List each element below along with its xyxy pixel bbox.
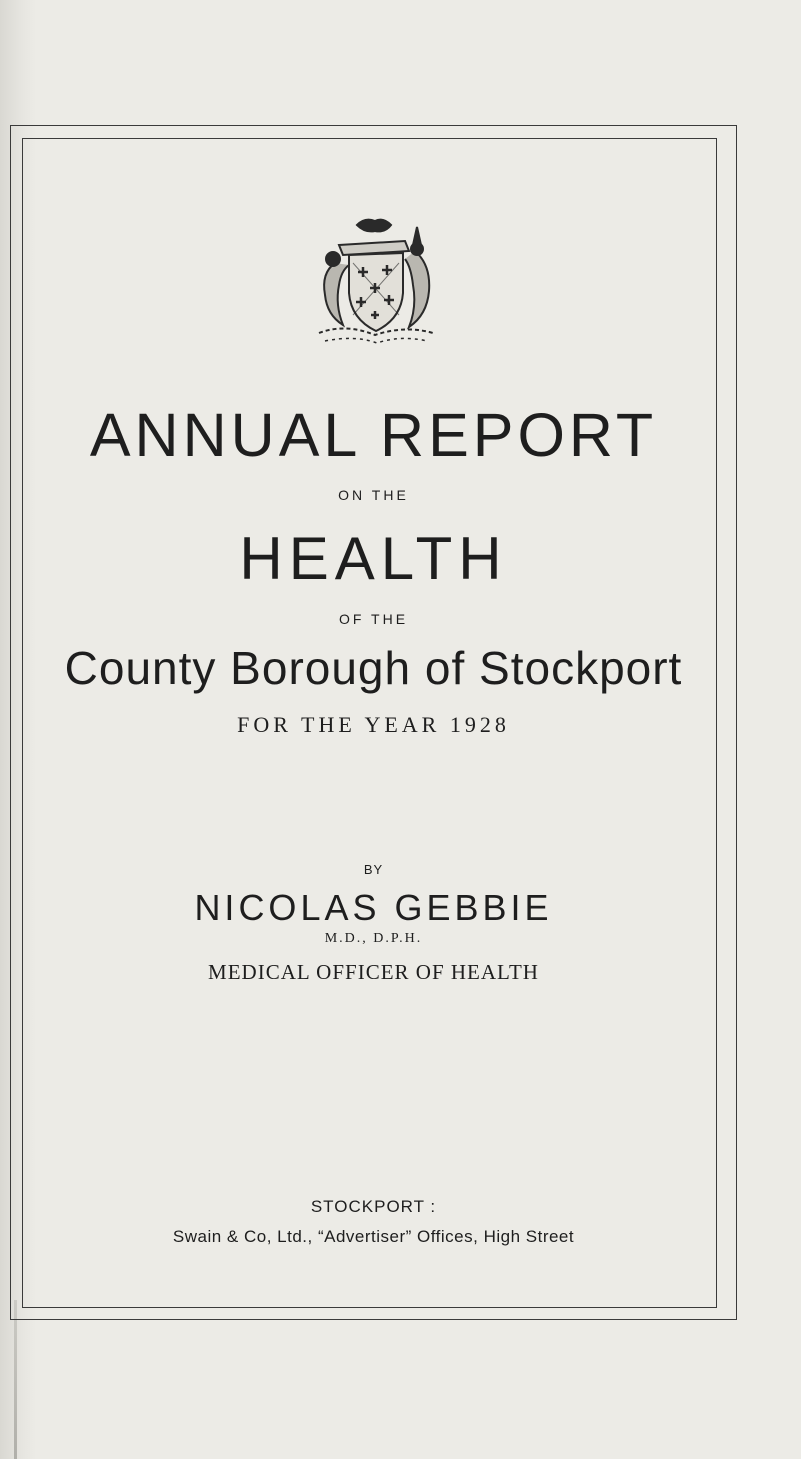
by-label: BY	[363, 862, 384, 877]
report-year: FOR THE YEAR 1928	[237, 712, 510, 737]
title-connector-of-the: OF THE	[338, 611, 409, 627]
author-role: MEDICAL OFFICER OF HEALTH	[208, 960, 539, 984]
coat-of-arms-icon	[305, 215, 445, 350]
report-subject: HEALTH	[239, 525, 508, 592]
borough-name: County Borough of Stockport	[64, 642, 683, 694]
imprint-printer: Swain & Co, Ltd., “Advertiser” Offices, High Street	[172, 1227, 575, 1246]
author-degrees: M.D., D.P.H.	[324, 931, 423, 946]
title-connector-on-the: ON THE	[338, 487, 409, 503]
imprint-place: STOCKPORT :	[310, 1197, 437, 1216]
binding-edge	[14, 1300, 17, 1459]
report-title: ANNUAL REPORT	[89, 401, 658, 469]
author-name: NICOLAS GEBBIE	[194, 887, 553, 928]
